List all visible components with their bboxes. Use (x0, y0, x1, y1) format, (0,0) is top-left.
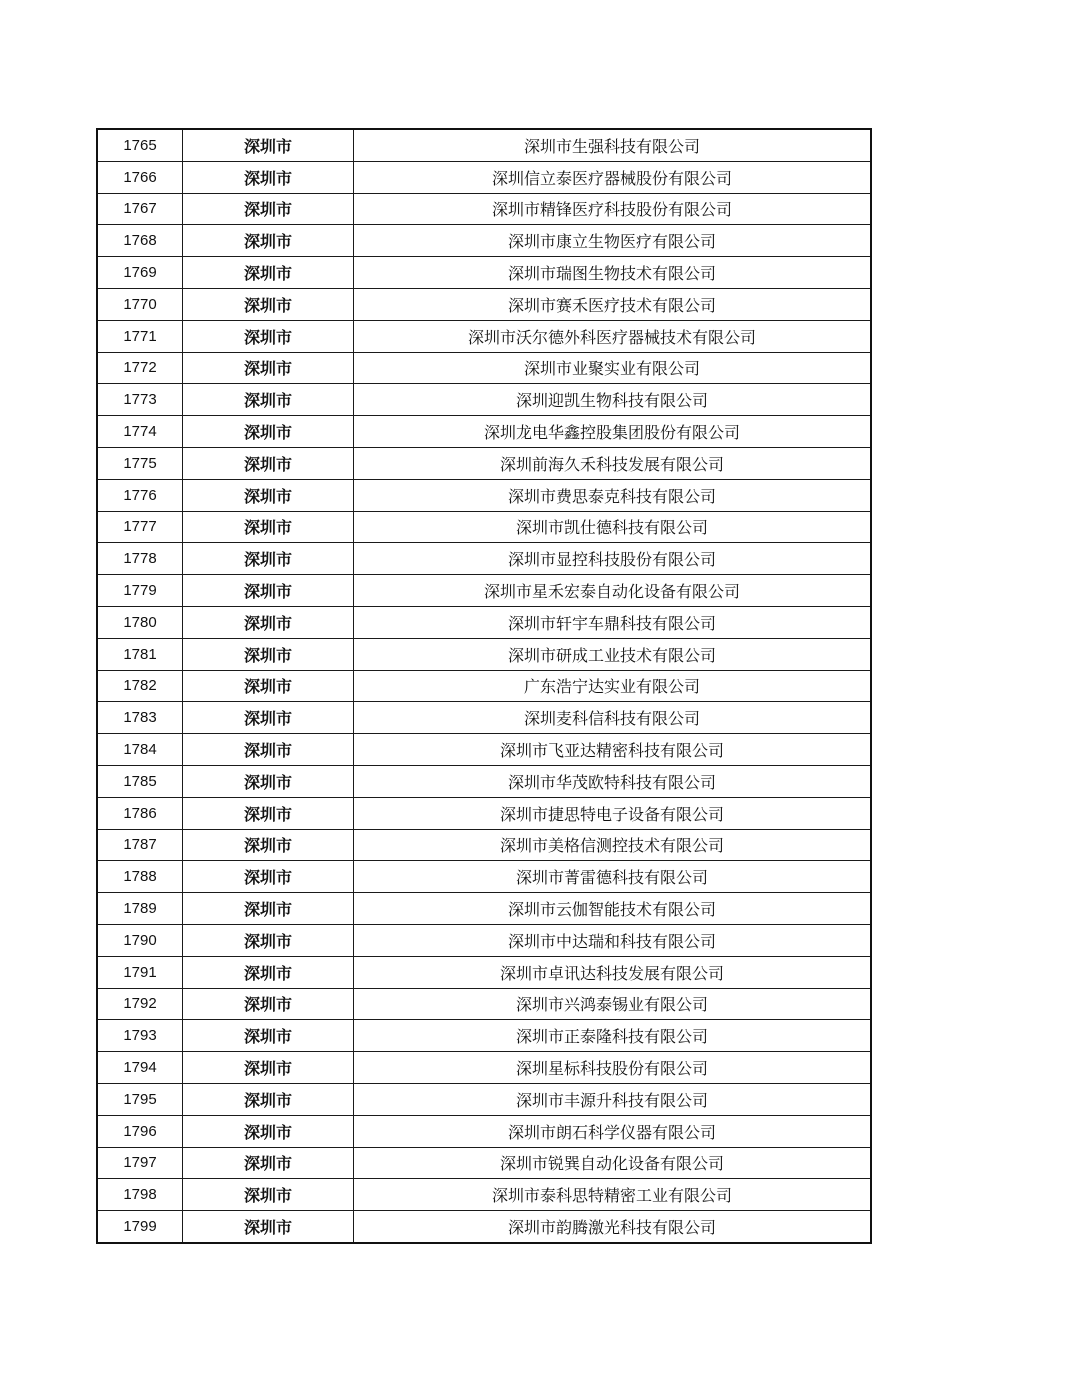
table-row (97, 988, 871, 1020)
row-number-cell: 1782 (97, 670, 183, 702)
row-number-cell: 1771 (97, 320, 183, 352)
company-name-cell: 深圳市正泰隆科技有限公司 (354, 1020, 872, 1052)
row-number-cell: 1776 (97, 479, 183, 511)
table-row (97, 193, 871, 225)
row-number-cell: 1796 (97, 1115, 183, 1147)
city-cell: 深圳市 (183, 1083, 354, 1115)
city-cell: 深圳市 (183, 1179, 354, 1211)
city-cell: 深圳市 (183, 670, 354, 702)
row-number-cell: 1778 (97, 543, 183, 575)
company-name-cell: 广东浩宁达实业有限公司 (354, 670, 872, 702)
row-number-cell: 1783 (97, 702, 183, 734)
table-row (97, 893, 871, 925)
company-name-cell: 深圳市菁雷德科技有限公司 (354, 861, 872, 893)
city-cell: 深圳市 (183, 638, 354, 670)
company-name-cell: 深圳市沃尔德外科医疗器械技术有限公司 (354, 320, 872, 352)
company-name-cell: 深圳市费思泰克科技有限公司 (354, 479, 872, 511)
table-row (97, 129, 871, 161)
city-cell: 深圳市 (183, 734, 354, 766)
row-number-cell: 1790 (97, 924, 183, 956)
table-row (97, 543, 871, 575)
company-name-cell: 深圳市美格信测控技术有限公司 (354, 829, 872, 861)
company-name-cell: 深圳市朗石科学仪器有限公司 (354, 1115, 872, 1147)
city-cell: 深圳市 (183, 447, 354, 479)
table-body (97, 129, 871, 1243)
row-number-cell: 1775 (97, 447, 183, 479)
company-name-cell: 深圳市锐巽自动化设备有限公司 (354, 1147, 872, 1179)
company-name-cell: 深圳市赛禾医疗技术有限公司 (354, 288, 872, 320)
table-row (97, 575, 871, 607)
city-cell: 深圳市 (183, 288, 354, 320)
row-number-cell: 1799 (97, 1211, 183, 1243)
row-number-cell: 1779 (97, 575, 183, 607)
company-name-cell: 深圳市生强科技有限公司 (354, 129, 872, 161)
company-name-cell: 深圳市丰源升科技有限公司 (354, 1083, 872, 1115)
city-cell: 深圳市 (183, 225, 354, 257)
row-number-cell: 1791 (97, 956, 183, 988)
city-cell: 深圳市 (183, 193, 354, 225)
table-row (97, 734, 871, 766)
table-row (97, 1020, 871, 1052)
company-name-cell: 深圳市泰科思特精密工业有限公司 (354, 1179, 872, 1211)
row-number-cell: 1772 (97, 352, 183, 384)
row-number-cell: 1786 (97, 797, 183, 829)
table-row (97, 638, 871, 670)
city-cell: 深圳市 (183, 1115, 354, 1147)
city-cell: 深圳市 (183, 257, 354, 289)
row-number-cell: 1787 (97, 829, 183, 861)
company-name-cell: 深圳市华茂欧特科技有限公司 (354, 765, 872, 797)
table-row (97, 1052, 871, 1084)
document-page (96, 128, 872, 1244)
company-name-cell: 深圳迎凯生物科技有限公司 (354, 384, 872, 416)
row-number-cell: 1769 (97, 257, 183, 289)
row-number-cell: 1795 (97, 1083, 183, 1115)
table-row (97, 956, 871, 988)
city-cell: 深圳市 (183, 479, 354, 511)
row-number-cell: 1766 (97, 161, 183, 193)
row-number-cell: 1767 (97, 193, 183, 225)
table-row (97, 384, 871, 416)
company-name-cell: 深圳星标科技股份有限公司 (354, 1052, 872, 1084)
company-name-cell: 深圳市康立生物医疗有限公司 (354, 225, 872, 257)
company-name-cell: 深圳市凯仕德科技有限公司 (354, 511, 872, 543)
row-number-cell: 1794 (97, 1052, 183, 1084)
company-name-cell: 深圳市兴鸿泰锡业有限公司 (354, 988, 872, 1020)
table-row (97, 861, 871, 893)
table-row (97, 765, 871, 797)
table-row (97, 1147, 871, 1179)
city-cell: 深圳市 (183, 511, 354, 543)
city-cell: 深圳市 (183, 416, 354, 448)
city-cell: 深圳市 (183, 924, 354, 956)
row-number-cell: 1792 (97, 988, 183, 1020)
city-cell: 深圳市 (183, 702, 354, 734)
row-number-cell: 1765 (97, 129, 183, 161)
company-name-cell: 深圳市轩宇车鼎科技有限公司 (354, 606, 872, 638)
table-row (97, 257, 871, 289)
table-row (97, 352, 871, 384)
company-name-cell: 深圳市中达瑞和科技有限公司 (354, 924, 872, 956)
row-number-cell: 1768 (97, 225, 183, 257)
row-number-cell: 1797 (97, 1147, 183, 1179)
company-name-cell: 深圳市研成工业技术有限公司 (354, 638, 872, 670)
city-cell: 深圳市 (183, 797, 354, 829)
table-row (97, 702, 871, 734)
company-list-table (96, 128, 872, 1244)
table-row (97, 320, 871, 352)
row-number-cell: 1770 (97, 288, 183, 320)
row-number-cell: 1788 (97, 861, 183, 893)
table-row (97, 606, 871, 638)
city-cell: 深圳市 (183, 1052, 354, 1084)
row-number-cell: 1789 (97, 893, 183, 925)
city-cell: 深圳市 (183, 829, 354, 861)
table-row (97, 924, 871, 956)
company-name-cell: 深圳麦科信科技有限公司 (354, 702, 872, 734)
company-name-cell: 深圳龙电华鑫控股集团股份有限公司 (354, 416, 872, 448)
company-name-cell: 深圳市瑞图生物技术有限公司 (354, 257, 872, 289)
company-name-cell: 深圳市捷思特电子设备有限公司 (354, 797, 872, 829)
row-number-cell: 1777 (97, 511, 183, 543)
city-cell: 深圳市 (183, 988, 354, 1020)
table-row (97, 1083, 871, 1115)
company-name-cell: 深圳市星禾宏泰自动化设备有限公司 (354, 575, 872, 607)
city-cell: 深圳市 (183, 352, 354, 384)
company-name-cell: 深圳市云伽智能技术有限公司 (354, 893, 872, 925)
company-name-cell: 深圳市韵腾激光科技有限公司 (354, 1211, 872, 1243)
city-cell: 深圳市 (183, 543, 354, 575)
city-cell: 深圳市 (183, 575, 354, 607)
table-row (97, 479, 871, 511)
city-cell: 深圳市 (183, 161, 354, 193)
row-number-cell: 1773 (97, 384, 183, 416)
city-cell: 深圳市 (183, 861, 354, 893)
city-cell: 深圳市 (183, 384, 354, 416)
table-row (97, 670, 871, 702)
city-cell: 深圳市 (183, 606, 354, 638)
table-row (97, 829, 871, 861)
city-cell: 深圳市 (183, 320, 354, 352)
city-cell: 深圳市 (183, 1147, 354, 1179)
table-row (97, 161, 871, 193)
row-number-cell: 1781 (97, 638, 183, 670)
row-number-cell: 1780 (97, 606, 183, 638)
table-row (97, 511, 871, 543)
table-row (97, 797, 871, 829)
row-number-cell: 1785 (97, 765, 183, 797)
city-cell: 深圳市 (183, 956, 354, 988)
city-cell: 深圳市 (183, 129, 354, 161)
company-name-cell: 深圳市显控科技股份有限公司 (354, 543, 872, 575)
company-name-cell: 深圳市精锋医疗科技股份有限公司 (354, 193, 872, 225)
company-name-cell: 深圳前海久禾科技发展有限公司 (354, 447, 872, 479)
row-number-cell: 1798 (97, 1179, 183, 1211)
table-row (97, 1211, 871, 1243)
row-number-cell: 1793 (97, 1020, 183, 1052)
table-row (97, 447, 871, 479)
city-cell: 深圳市 (183, 1211, 354, 1243)
city-cell: 深圳市 (183, 765, 354, 797)
company-name-cell: 深圳市飞亚达精密科技有限公司 (354, 734, 872, 766)
company-name-cell: 深圳市卓讯达科技发展有限公司 (354, 956, 872, 988)
table-row (97, 1179, 871, 1211)
table-row (97, 288, 871, 320)
city-cell: 深圳市 (183, 893, 354, 925)
row-number-cell: 1774 (97, 416, 183, 448)
table-row (97, 1115, 871, 1147)
table-row (97, 416, 871, 448)
company-name-cell: 深圳市业聚实业有限公司 (354, 352, 872, 384)
table-row (97, 225, 871, 257)
company-name-cell: 深圳信立泰医疗器械股份有限公司 (354, 161, 872, 193)
city-cell: 深圳市 (183, 1020, 354, 1052)
row-number-cell: 1784 (97, 734, 183, 766)
